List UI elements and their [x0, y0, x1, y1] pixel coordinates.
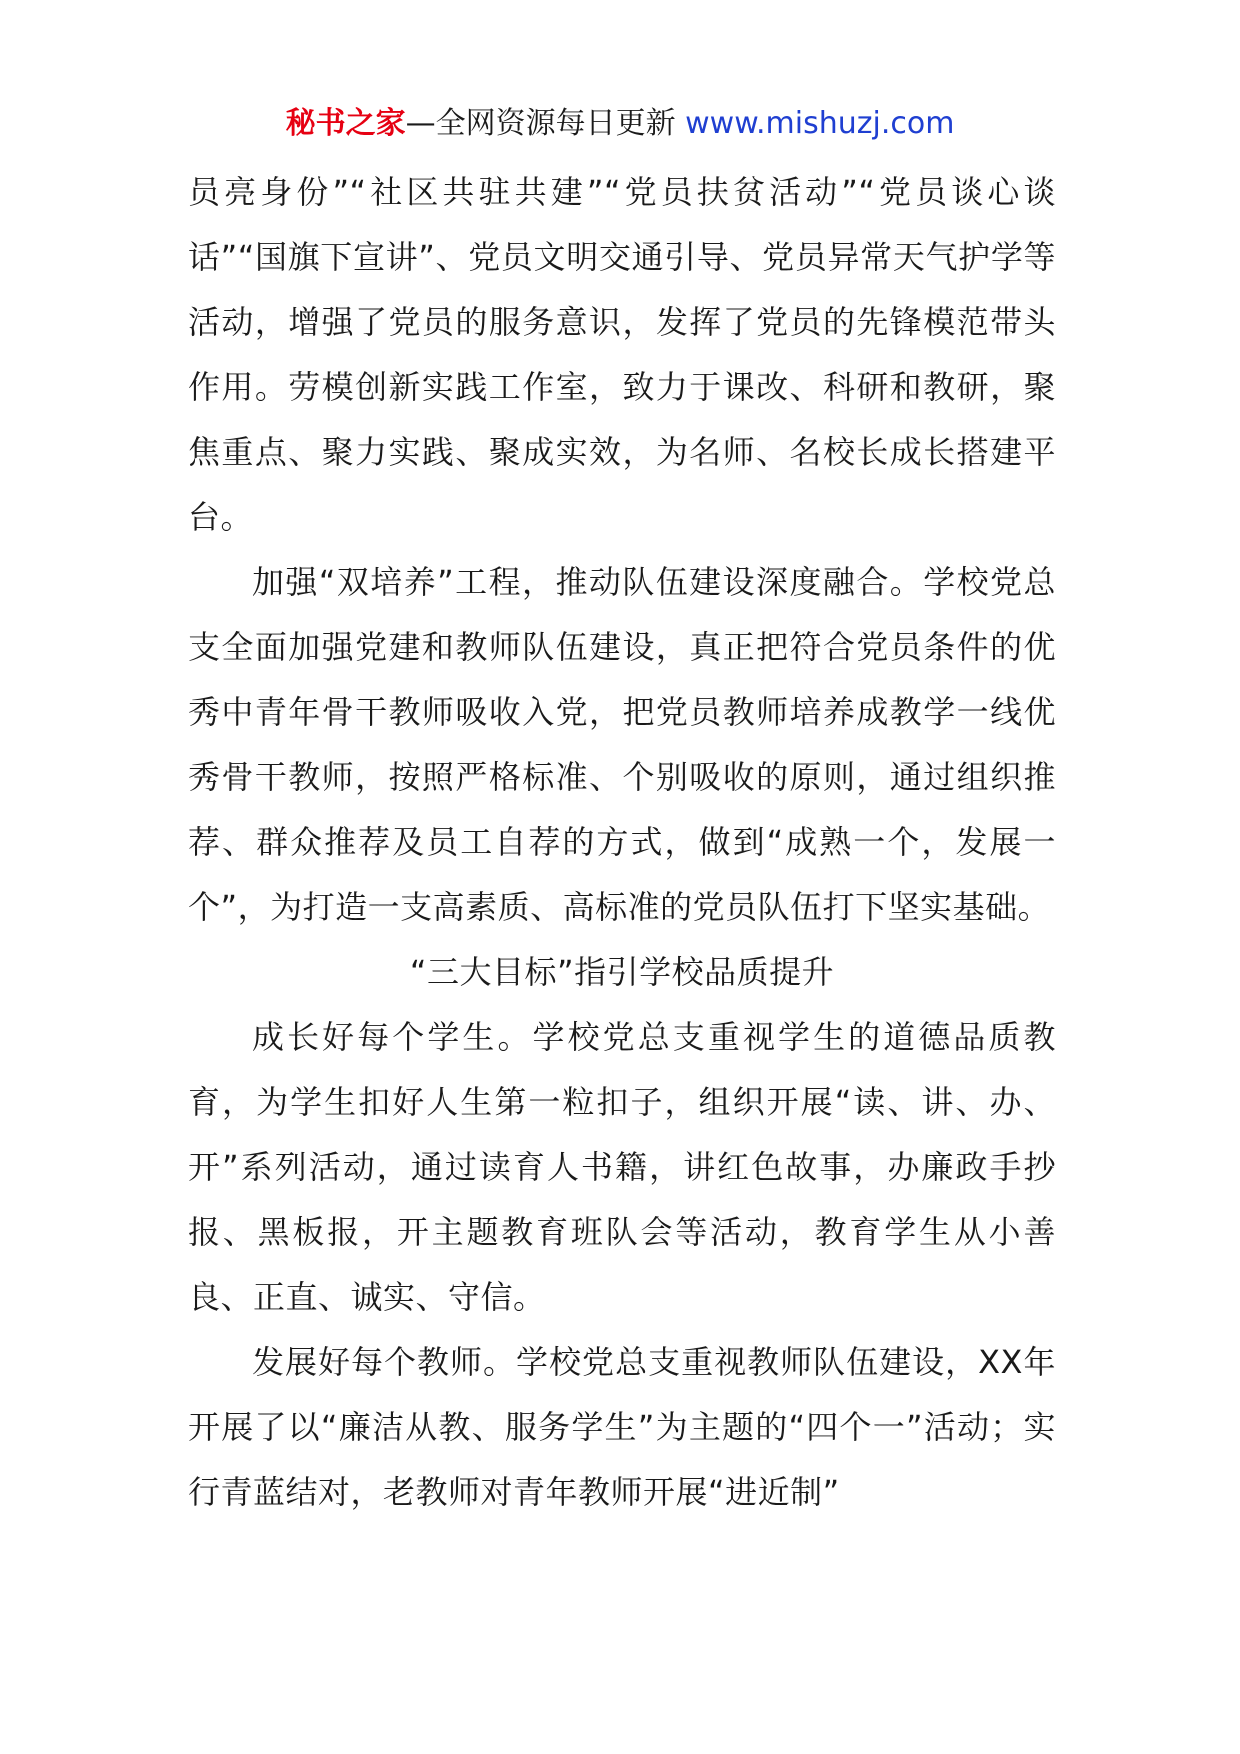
paragraph: 成长好每个学生。学校党总支重视学生的道德品质教育，为学生扣好人生第一粒扣子，组织开展“读、讲、办、开”系列活动，通过读育人书籍，讲红色故事，办廉政手抄报、黑板报，开主题教育班队会等活动，教育学生从小善良、正直、诚实、守信。	[188, 1018, 1056, 1316]
section-heading: “三大目标”指引学校品质提升	[409, 953, 835, 991]
site-url-link[interactable]: www.mishuzj.com	[685, 106, 955, 141]
brand-name: 秘书之家	[285, 106, 406, 141]
paragraph: 发展好每个教师。学校党总支重视教师队伍建设，XX年开展了以“廉洁从教、服务学生”为主题的“四个一”活动；实行青蓝结对，老教师对青年教师开展“进近制”	[188, 1343, 1056, 1511]
page-header	[0, 100, 1240, 148]
document-body	[188, 160, 1056, 1525]
paragraph: 员亮身份”“社区共驻共建”“党员扶贫活动”“党员谈心谈话”“国旗下宣讲”、党员文明交通引导、党员异常天气护学等活动，增强了党员的服务意识，发挥了党员的先锋模范带头作用。劳模创新实践工作室，致力于课改、科研和教研，聚焦重点、聚力实践、聚成实效，为名师、名校长成长搭建平台。	[188, 173, 1056, 536]
paragraph: 加强“双培养”工程，推动队伍建设深度融合。学校党总支全面加强党建和教师队伍建设，真正把符合党员条件的优秀中青年骨干教师吸收入党，把党员教师培养成教学一线优秀骨干教师，按照严格标准、个别吸收的原则，通过组织推荐、群众推荐及员工自荐的方式，做到“成熟一个，发展一个”，为打造一支高素质、高标准的党员队伍打下坚实基础。	[188, 563, 1056, 926]
header-tagline: —全网资源每日更新	[405, 106, 676, 141]
